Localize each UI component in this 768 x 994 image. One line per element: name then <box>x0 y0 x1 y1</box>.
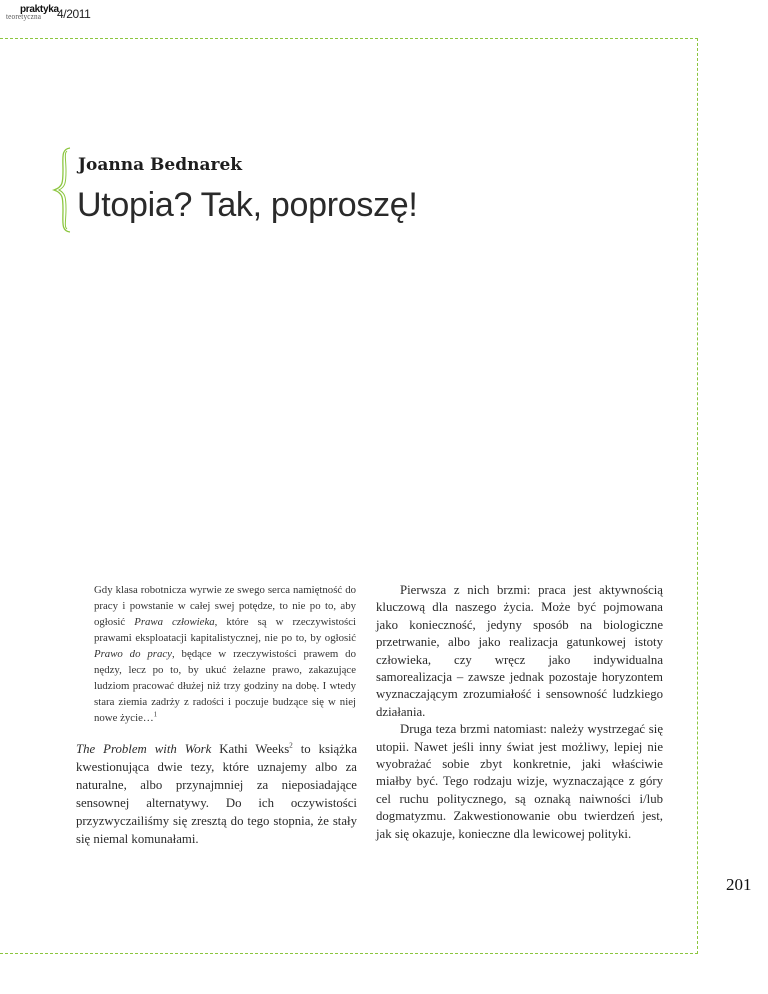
frame-right-border <box>697 38 698 954</box>
footnote-marker-1: 1 <box>153 710 158 719</box>
intro-paragraph <box>76 740 357 848</box>
quote-text-3: , będące w rzeczywistości prawem do nędzy, lecz po to, by ukuć żelazne prawo, zakazujące ludziom pracować dłużej niż trzy godziny na dobę. I wtedy stara ziemia zadrży z radości i poczuje budzące się w niej nowe życie… <box>94 648 356 724</box>
quote-text-2: , które są w rzeczywistości prawami eksploatacji kapitalistycznej, nie po to, by ogłosić <box>94 616 356 644</box>
article-author: Joanna Bednarek <box>78 155 243 175</box>
footnote-marker-2: 2 <box>289 741 293 750</box>
quote-emphasis-1: Prawa człowieka <box>134 616 215 628</box>
right-column <box>376 582 663 843</box>
quote-text-1: Gdy klasa robotnicza wyrwie ze swego serca namiętność do pracy i powstanie w całej swej potędze, to nie po to, aby ogłosić <box>94 584 356 628</box>
intro-paragraph-text: to książka kwestionująca dwie tezy, które uznajemy albo za naturalne, albo przynajmniej za nieposiadające sensownej alternatywy. Do ich oczywistości przyzwyczailiśmy się zresztą do tego stopnia, że stały się niemal komunałami. <box>76 742 357 846</box>
book-title: The Problem with Work <box>76 742 212 756</box>
page-number: 201 <box>726 875 752 894</box>
frame-top-border <box>0 38 698 39</box>
logo-bottom-text: teoretyczna <box>6 12 42 21</box>
epigraph-quote <box>94 582 356 726</box>
quote-emphasis-2: Prawo do pracy <box>94 648 172 660</box>
frame-bottom-border <box>0 953 698 954</box>
issue-number: 4/2011 <box>57 7 91 21</box>
body-paragraph-2: Druga teza brzmi natomiast: należy wystrzegać się utopii. Nawet jeśli inny świat jest możliwy, lepiej nie wyobrażać sobie zbyt konkretnie, jaki właściwie miałby być. Tego rodzaju wizje, wyznaczające z góry cel ruchu politycznego, są oznaką naiwności i/lub dogmatyzmu. Zakwestionowanie obu twierdzeń jest, jak się okazuje, konieczne dla lewicowej polityki. <box>376 722 663 841</box>
book-author: Kathi Weeks <box>211 742 290 756</box>
article-title: Utopia? Tak, poproszę! <box>77 186 418 224</box>
body-paragraph-1: Pierwsza z nich brzmi: praca jest aktywnością kluczową dla naszego życia. Może być pojmowana jako konieczność, jedyny sposób na biologiczne przetrwanie, albo jako realizacja gatunkowej istoty człowieka, czy wręcz jako indywidualna samorealizacja – zawsze jednak pozostaje horyzontem wyznaczającym zrozumiałość i sensowność ludzkiego działania. <box>376 583 663 719</box>
curly-brace-icon <box>50 146 72 234</box>
logo-top-text: praktyka <box>20 4 59 15</box>
